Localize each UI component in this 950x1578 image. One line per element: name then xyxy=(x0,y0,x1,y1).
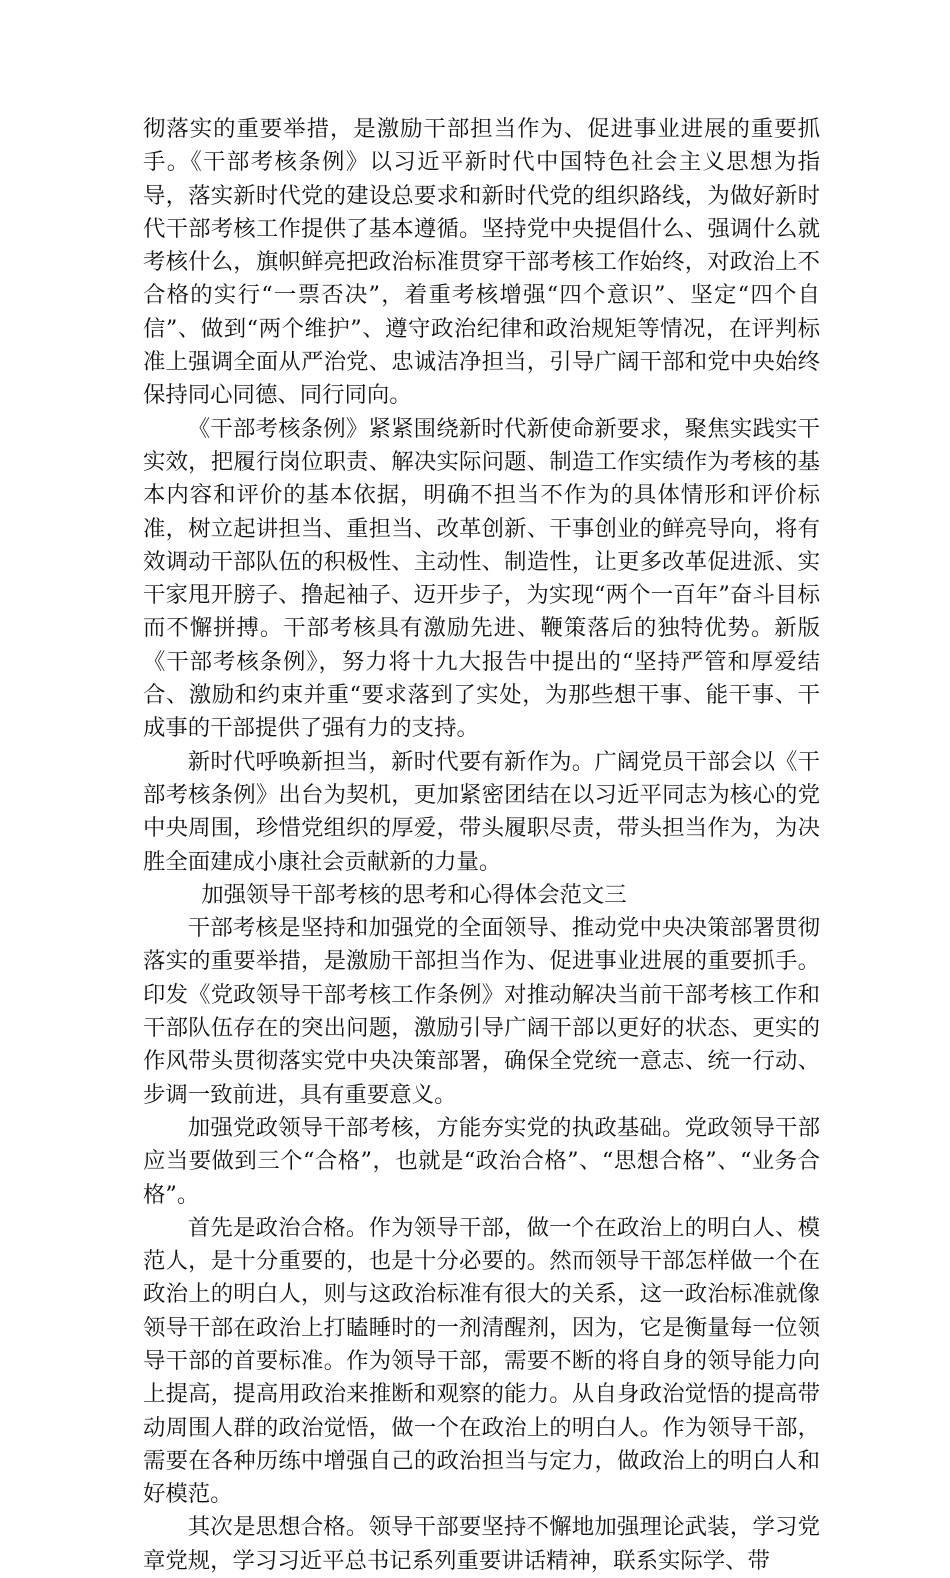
paragraph-regulation-focus: 《干部考核条例》紧紧围绕新时代新使命新要求，聚焦实践实干实效，把履行岗位职责、解决实际问题、制造工作实绩作为考核的基本内容和评价的基本依据，明确不担当不作为的具体情形和评价标准，树立起讲担当、重担当、改革创新、干事创业的鲜亮导向，将有效调动干部队伍的积极性、主动性、制造性，让更多改革促进派、实干家甩开膀子、撸起袖子、迈开步子，为实现“两个一百年”奋斗目标而不懈拼搏。干部考核具有激励先进、鞭策落后的独特优势。新版《干部考核条例》，努力将十九大报告中提出的“坚持严管和厚爱结合、激励和约束并重“要求落到了实处，为那些想干事、能干事、干成事的干部提供了强有力的支持。 xyxy=(143,415,820,742)
paragraph-three-qualifications: 加强党政领导干部考核，方能夯实党的执政基础。党政领导干部应当要做到三个“合格”，也就是“政治合格”、“思想合格”、“业务合格”。 xyxy=(143,1114,820,1208)
paragraph-cadre-evaluation: 干部考核是坚持和加强党的全面领导、推动党中央决策部署贯彻落实的重要举措，是激励干部担当作为、促进事业进展的重要抓手。印发《党政领导干部考核工作条例》对推动解决当前干部考核工作和干部队伍存在的突出问题，激励引导广阔干部以更好的状态、更实的作风带头贯彻落实党中央决策部署，确保全党统一意志、统一行动、步调一致前进，具有重要意义。 xyxy=(143,915,820,1108)
paragraph-continued-intro: 彻落实的重要举措，是激励干部担当作为、促进事业进展的重要抓手。《干部考核条例》以习近平新时代中国特色社会主义思想为指导，落实新时代党的建设总要求和新时代党的组织路线，为做好新时代干部考核工作提供了基本遵循。坚持党中央提倡什么、强调什么就考核什么，旗帜鲜亮把政治标准贯穿干部考核工作始终，对政治上不合格的实行“一票否决”，着重考核增强“四个意识”、坚定“四个自信”、做到“两个维护”、遵守政治纪律和政治规矩等情况，在评判标准上强调全面从严治党、忠诚洁净担当，引导广阔干部和党中央始终保持同心同德、同行同向。 xyxy=(143,116,820,409)
paragraph-ideological-qualification: 其次是思想合格。领导干部要坚持不懈地加强理论武装，学习党章党规，学习习近平总书记系列重要讲话精神，联系实际学、带 xyxy=(143,1514,820,1574)
paragraph-political-qualification: 首先是政治合格。作为领导干部，做一个在政治上的明白人、模范人，是十分重要的，也是十分必要的。然而领导干部怎样做一个在政治上的明白人，则与这政治标准有很大的关系，这一政治标准就像领导干部在政治上打瞌睡时的一剂清醒剂，因为，它是衡量每一位领导干部的首要标准。作为领导干部，需要不断的将自身的领导能力向上提高，提高用政治来推断和观察的能力。从自身政治觉悟的提高带动周围人群的政治觉悟，做一个在政治上的明白人。作为领导干部，需要在各种历练中增强自己的政治担当与定力，做政治上的明白人和好模范。 xyxy=(143,1214,820,1508)
paragraph-new-era-call: 新时代呼唤新担当，新时代要有新作为。广阔党员干部会以《干部考核条例》出台为契机，更加紧密团结在以习近平同志为核心的党中央周围，珍惜党组织的厚爱，带头履职尽责，带头担当作为，为决胜全面建成小康社会贡献新的力量。 xyxy=(143,748,820,875)
section-title-essay-three: 加强领导干部考核的思考和心得体会范文三 xyxy=(201,881,627,908)
document-body xyxy=(143,113,820,1578)
